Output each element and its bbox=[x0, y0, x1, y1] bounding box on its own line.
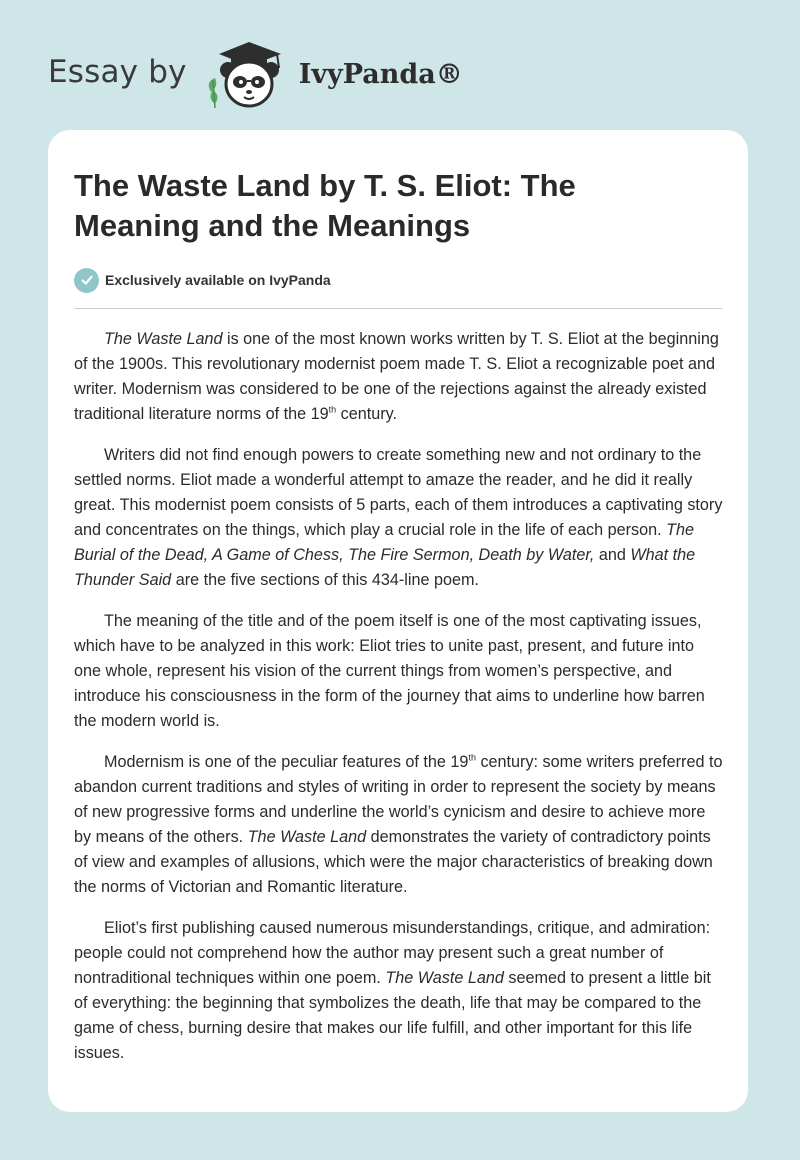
paragraph-text: century. bbox=[336, 405, 398, 423]
check-circle-icon bbox=[74, 268, 99, 293]
body-paragraph bbox=[74, 750, 724, 900]
paragraph-text: and bbox=[594, 546, 631, 564]
paragraph-text: is one of the most known works written by T. S. Eliot at the beginning of the 1900s. This revolutionary modernist poem made T. S. Eliot a recognizable poet and writer. Modernism was considered to be one of the rejections against the already existed traditional literature norms of the 19 bbox=[74, 330, 719, 423]
divider bbox=[74, 308, 722, 309]
paragraph-text: The meaning of the title and of the poem itself is one of the most captivating issues, which have to be analyzed in this work: Eliot tries to unite past, present, and future into one whole, represent his vision of the current things from women’s perspective, and introduce his consciousness in the form of the journey that aims to underline how barren the modern world is. bbox=[74, 612, 705, 730]
italic-text: The Waste Land bbox=[104, 330, 223, 348]
paragraph-text: seemed to present a little bit of everything: the beginning that symbolizes the death, life that may be compared to the game of chess, burning desire that makes our life fulfill, and other important for this life issues. bbox=[74, 969, 711, 1062]
paragraph-text: Eliot’s first publishing caused numerous misunderstandings, critique, and admiration: people could not comprehend how the author may present such a great number of nontraditional techniques within one poem. bbox=[74, 919, 711, 987]
panda-graduate-logo-icon[interactable] bbox=[201, 32, 297, 112]
body-paragraph bbox=[74, 916, 724, 1066]
brand-prefix: Essay by bbox=[48, 54, 187, 90]
badge-text: Exclusively available on IvyPanda bbox=[105, 272, 331, 288]
paragraph-text: demonstrates the variety of contradictory points of view and examples of allusions, which were the major characteristics of breaking down the norms of Victorian and Romantic literature. bbox=[74, 828, 713, 896]
brand-name[interactable]: IvyPanda® bbox=[298, 58, 463, 90]
italic-text: The Burial of the Dead, A Game of Chess, The Fire Sermon, Death by Water, bbox=[74, 521, 694, 564]
body-paragraph bbox=[74, 327, 724, 427]
paragraph-text: are the five sections of this 434-line poem. bbox=[171, 571, 479, 589]
italic-text: The Waste Land bbox=[385, 969, 504, 987]
superscript-text: th bbox=[328, 404, 337, 415]
paragraph-text: Writers did not find enough powers to create something new and not ordinary to the settled norms. Eliot made a wonderful attempt to amaze the reader, and he did it really great. This modernist poem consists of 5 parts, each of them introduces a captivating story and concentrates on the things, which play a crucial role in the life of each person. bbox=[74, 446, 723, 539]
site-header bbox=[48, 32, 463, 112]
exclusive-badge bbox=[74, 266, 722, 294]
essay-card bbox=[48, 130, 748, 1112]
body-paragraph bbox=[74, 443, 724, 593]
body-paragraph bbox=[74, 609, 724, 734]
italic-text: What the Thunder Said bbox=[74, 546, 696, 589]
paragraph-text: Modernism is one of the peculiar features of the 19 bbox=[104, 753, 469, 771]
paragraph-text: century: some writers preferred to abandon current traditions and styles of writing in order to represent the society by means of new progressive forms and underline the world’s cynicism and desire to achieve more by means of the others. bbox=[74, 753, 723, 846]
superscript-text: th bbox=[468, 752, 476, 763]
essay-body bbox=[74, 327, 724, 1066]
italic-text: The Waste Land bbox=[247, 828, 367, 846]
page-title: The Waste Land by T. S. Eliot: The Meaning and the Meanings bbox=[74, 168, 576, 243]
